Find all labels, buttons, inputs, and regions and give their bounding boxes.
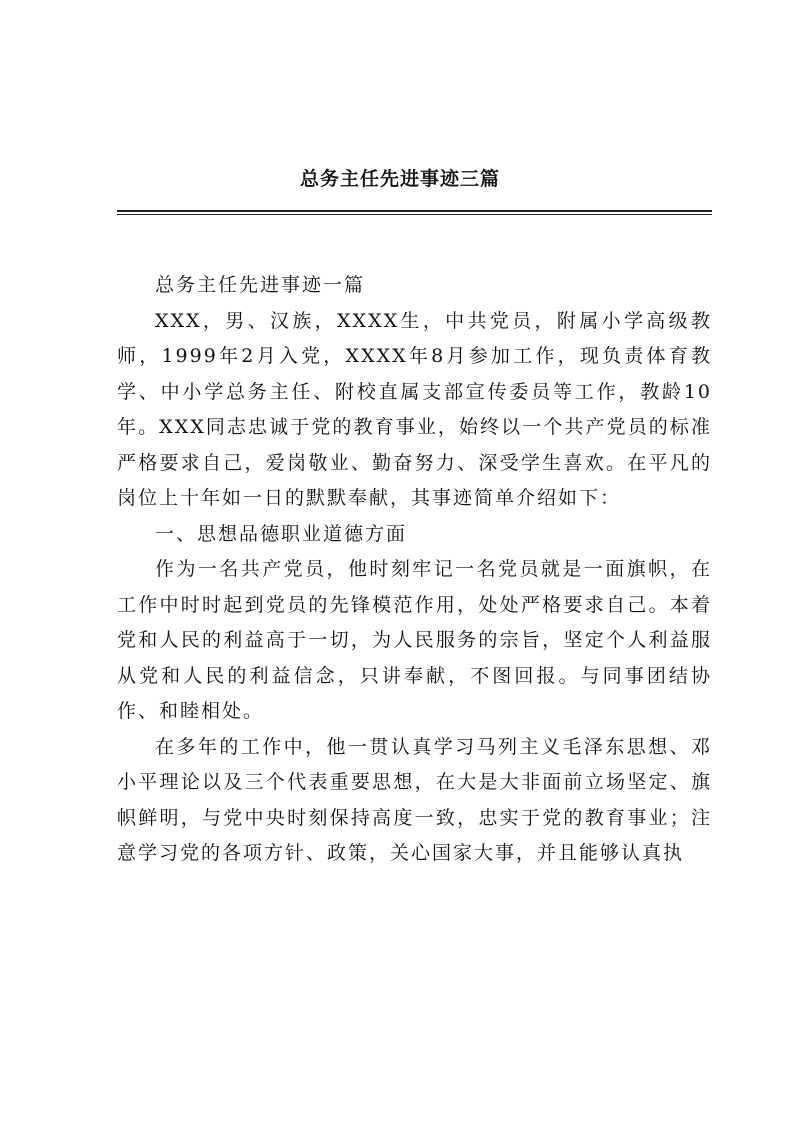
title-divider-thick xyxy=(117,210,712,212)
section-heading-ethics: 一、思想品德职业道德方面 xyxy=(155,522,408,545)
paragraph-intro: XXX，男、汉族，XXXX生，中共党员，附属小学高级教师，1999年2月入党，XXXX年8月参加工作，现负责体育教学、中小学总务主任、附校直属支部宣传委员等工作，教龄10年。XXX同志忠诚于党的教育事业，始终以一个共产党员的标准严格要求自己，爱岗敬业、勤奋努力、深受学生喜欢。在平凡的岗位上十年如一日的默默奉献，其事迹简单介绍如下： xyxy=(117,309,712,509)
paragraph-ethics: 作为一名共产党员，他时刻牢记一名党员就是一面旗帜，在工作中时时起到党员的先锋模范作用，处处严格要求自己。本着党和人民的利益高于一切，为人民服务的宗旨，坚定个人利益服从党和人民的利益信念，只讲奉献，不图回报。与同事团结协作、和睦相处。 xyxy=(117,558,712,722)
document-body xyxy=(117,268,712,872)
section-heading-one: 总务主任先进事迹一篇 xyxy=(155,274,366,296)
title-divider-thin xyxy=(117,214,712,215)
paragraph-study: 在多年的工作中，他一贯认真学习马列主义毛泽东思想、邓小平理论以及三个代表重要思想，在大是大非面前立场坚定、旗帜鲜明，与党中央时刻保持高度一致，忠实于党的教育事业；注意学习党的各项方针、政策，关心国家大事，并且能够认真执 xyxy=(117,735,712,864)
document-title: 总务主任先进事迹三篇 xyxy=(299,168,500,190)
